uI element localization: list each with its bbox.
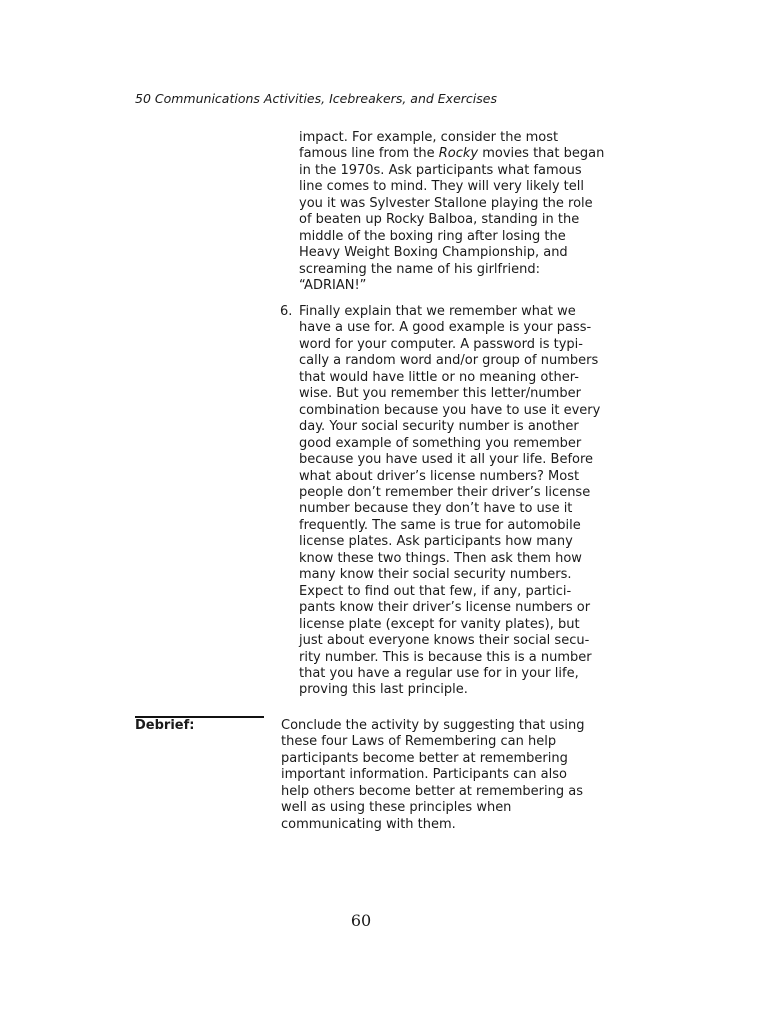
list-item-line: license plate (except for vanity plates), but (299, 616, 580, 632)
list-item-line: people don’t remember their driver’s license (299, 484, 591, 500)
list-item-line: pants know their driver’s license numbers or (299, 600, 591, 616)
line-text-before-title: famous line from the (299, 146, 439, 162)
list-item-line: day. Your social security number is another (299, 419, 579, 435)
list-item-line: Expect to find out that few, if any, partici- (299, 583, 572, 599)
list-item-line: wise. But you remember this letter/number (299, 386, 581, 402)
paragraph-line: middle of the boxing ring after losing the (299, 228, 566, 244)
list-item-line: cally a random word and/or group of numbers (299, 353, 599, 369)
paragraph-line: of beaten up Rocky Balboa, standing in the (299, 212, 580, 228)
debrief-line: these four Laws of Remembering can help (281, 734, 557, 750)
debrief-line: Conclude the activity by suggesting that using (281, 718, 585, 733)
list-item-line: combination because you have to use it every (299, 402, 601, 418)
list-item-line: that you have a regular use for in your life, (299, 665, 579, 681)
movie-title: Rocky (438, 146, 479, 162)
page-number: 60 (350, 911, 372, 930)
list-item-line: many know their social security numbers. (299, 567, 572, 583)
list-item-line: proving this last principle. (299, 682, 468, 698)
list-item-number: 6. (280, 304, 293, 319)
line-text-after-title: movies that began (478, 146, 605, 162)
list-item-line: license plates. Ask participants how many (299, 534, 573, 550)
debrief-line: communicating with them. (281, 816, 456, 832)
debrief-line: participants become better at remembering (281, 750, 568, 766)
paragraph-line: “ADRIAN!” (299, 278, 367, 294)
paragraph-line: Heavy Weight Boxing Championship, and (299, 245, 568, 261)
paragraph-line-with-title (299, 146, 605, 162)
list-item-line: word for your computer. A password is typi- (299, 336, 583, 352)
paragraph-line: impact. For example, consider the most (299, 130, 559, 145)
list-item-line: that would have little or no meaning other- (299, 369, 579, 385)
running-header: 50 Communications Activities, Icebreakers, and Exercises (135, 91, 497, 106)
list-item-line: good example of something you remember (299, 435, 582, 451)
paragraph-line: screaming the name of his girlfriend: (299, 261, 540, 277)
debrief-label: Debrief: (135, 718, 195, 733)
list-item-line: rity number. This is because this is a number (299, 649, 592, 665)
list-item-line: frequently. The same is true for automobile (299, 517, 581, 533)
debrief-line: important information. Participants can also (281, 767, 567, 783)
list-item-line: because you have used it all your life. Before (299, 452, 594, 468)
continued-paragraph (299, 130, 605, 295)
list-item-line: just about everyone knows their social secu- (299, 633, 590, 649)
paragraph-line: line comes to mind. They will very likely tell (299, 179, 584, 195)
debrief-text (281, 718, 601, 833)
paragraph-line: you it was Sylvester Stallone playing the role (299, 195, 593, 211)
list-item-line: number because they don’t have to use it (299, 501, 573, 517)
debrief-line: help others become better at remembering as (281, 783, 583, 799)
list-item-6-text (299, 304, 599, 699)
debrief-line: well as using these principles when (281, 800, 512, 816)
paragraph-line: in the 1970s. Ask participants what famous (299, 162, 582, 178)
list-item-line: know these two things. Then ask them how (299, 550, 582, 566)
list-item-line: Finally explain that we remember what we (299, 304, 576, 319)
list-item-line: have a use for. A good example is your pass- (299, 320, 592, 336)
list-item-line: what about driver’s license numbers? Most (299, 468, 580, 484)
